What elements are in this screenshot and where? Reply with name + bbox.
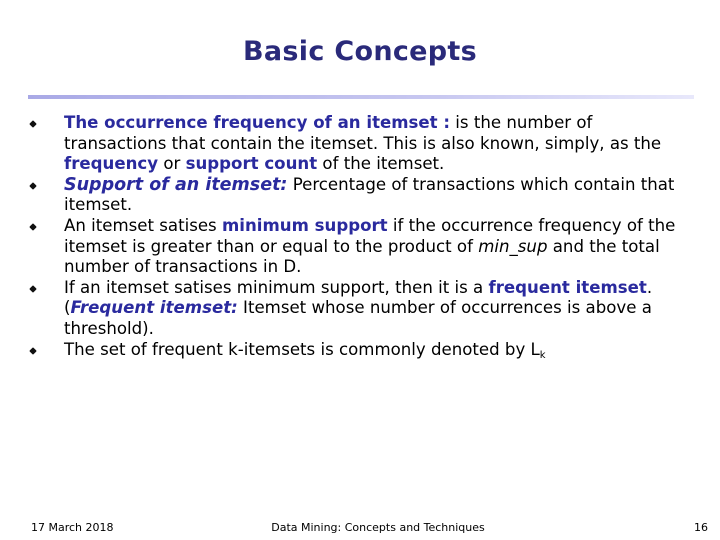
bullet-text: or	[158, 154, 186, 174]
bullet-item	[0, 216, 720, 278]
term-frequency: frequency	[64, 154, 159, 174]
bullet-icon	[29, 223, 37, 231]
bullet-icon	[29, 285, 37, 293]
footer-page-number: 16	[694, 521, 708, 534]
footer-course: Data Mining: Concepts and Techniques	[271, 521, 485, 534]
term-frequent-itemset: frequent itemset	[488, 277, 647, 297]
bullet-icon	[29, 347, 37, 355]
bullet-text: If an itemset satises minimum support, then it is a	[64, 277, 489, 297]
footer-date: 17 March 2018	[31, 521, 114, 534]
bullet-text: and the total number of transactions in D.	[64, 236, 660, 277]
bullet-item	[0, 340, 720, 367]
title-divider	[28, 95, 694, 99]
bullet-text: An itemset satises	[64, 215, 222, 235]
bullet-text: Itemset whose number of occurrences is above a threshold).	[64, 298, 652, 338]
subscript-k: k	[539, 349, 546, 361]
term-minimum-support: minimum support	[221, 215, 388, 235]
bullet-icon	[29, 120, 37, 128]
bullet-text: of the itemset.	[317, 154, 445, 174]
term-support-count: support count	[185, 154, 318, 174]
term-frequent-itemset-def: Frequent itemset:	[70, 298, 238, 318]
bullet-text: The set of frequent k-itemsets is commonly denoted by L	[64, 339, 540, 359]
term-support-of-itemset: Support of an itemset:	[64, 174, 288, 195]
bullet-text: Percentage of transactions which contain that itemset.	[64, 174, 675, 215]
var-min-sup: min_sup	[478, 236, 548, 256]
bullet-list	[0, 113, 720, 366]
bullet-text: is the number of transactions that contain the itemset. This is also known, simply, as the	[64, 113, 662, 153]
bullet-text: if the occurrence frequency of the itemset is greater than or equal to the product of	[64, 215, 676, 256]
slide-title: Basic Concepts	[243, 36, 477, 67]
term-occurrence-frequency: The occurrence frequency of an itemset :	[64, 113, 451, 132]
bullet-item	[0, 175, 720, 216]
bullet-item	[0, 113, 720, 175]
bullet-icon	[29, 182, 37, 190]
bullet-text: . (	[64, 277, 653, 318]
bullet-item	[0, 278, 720, 340]
